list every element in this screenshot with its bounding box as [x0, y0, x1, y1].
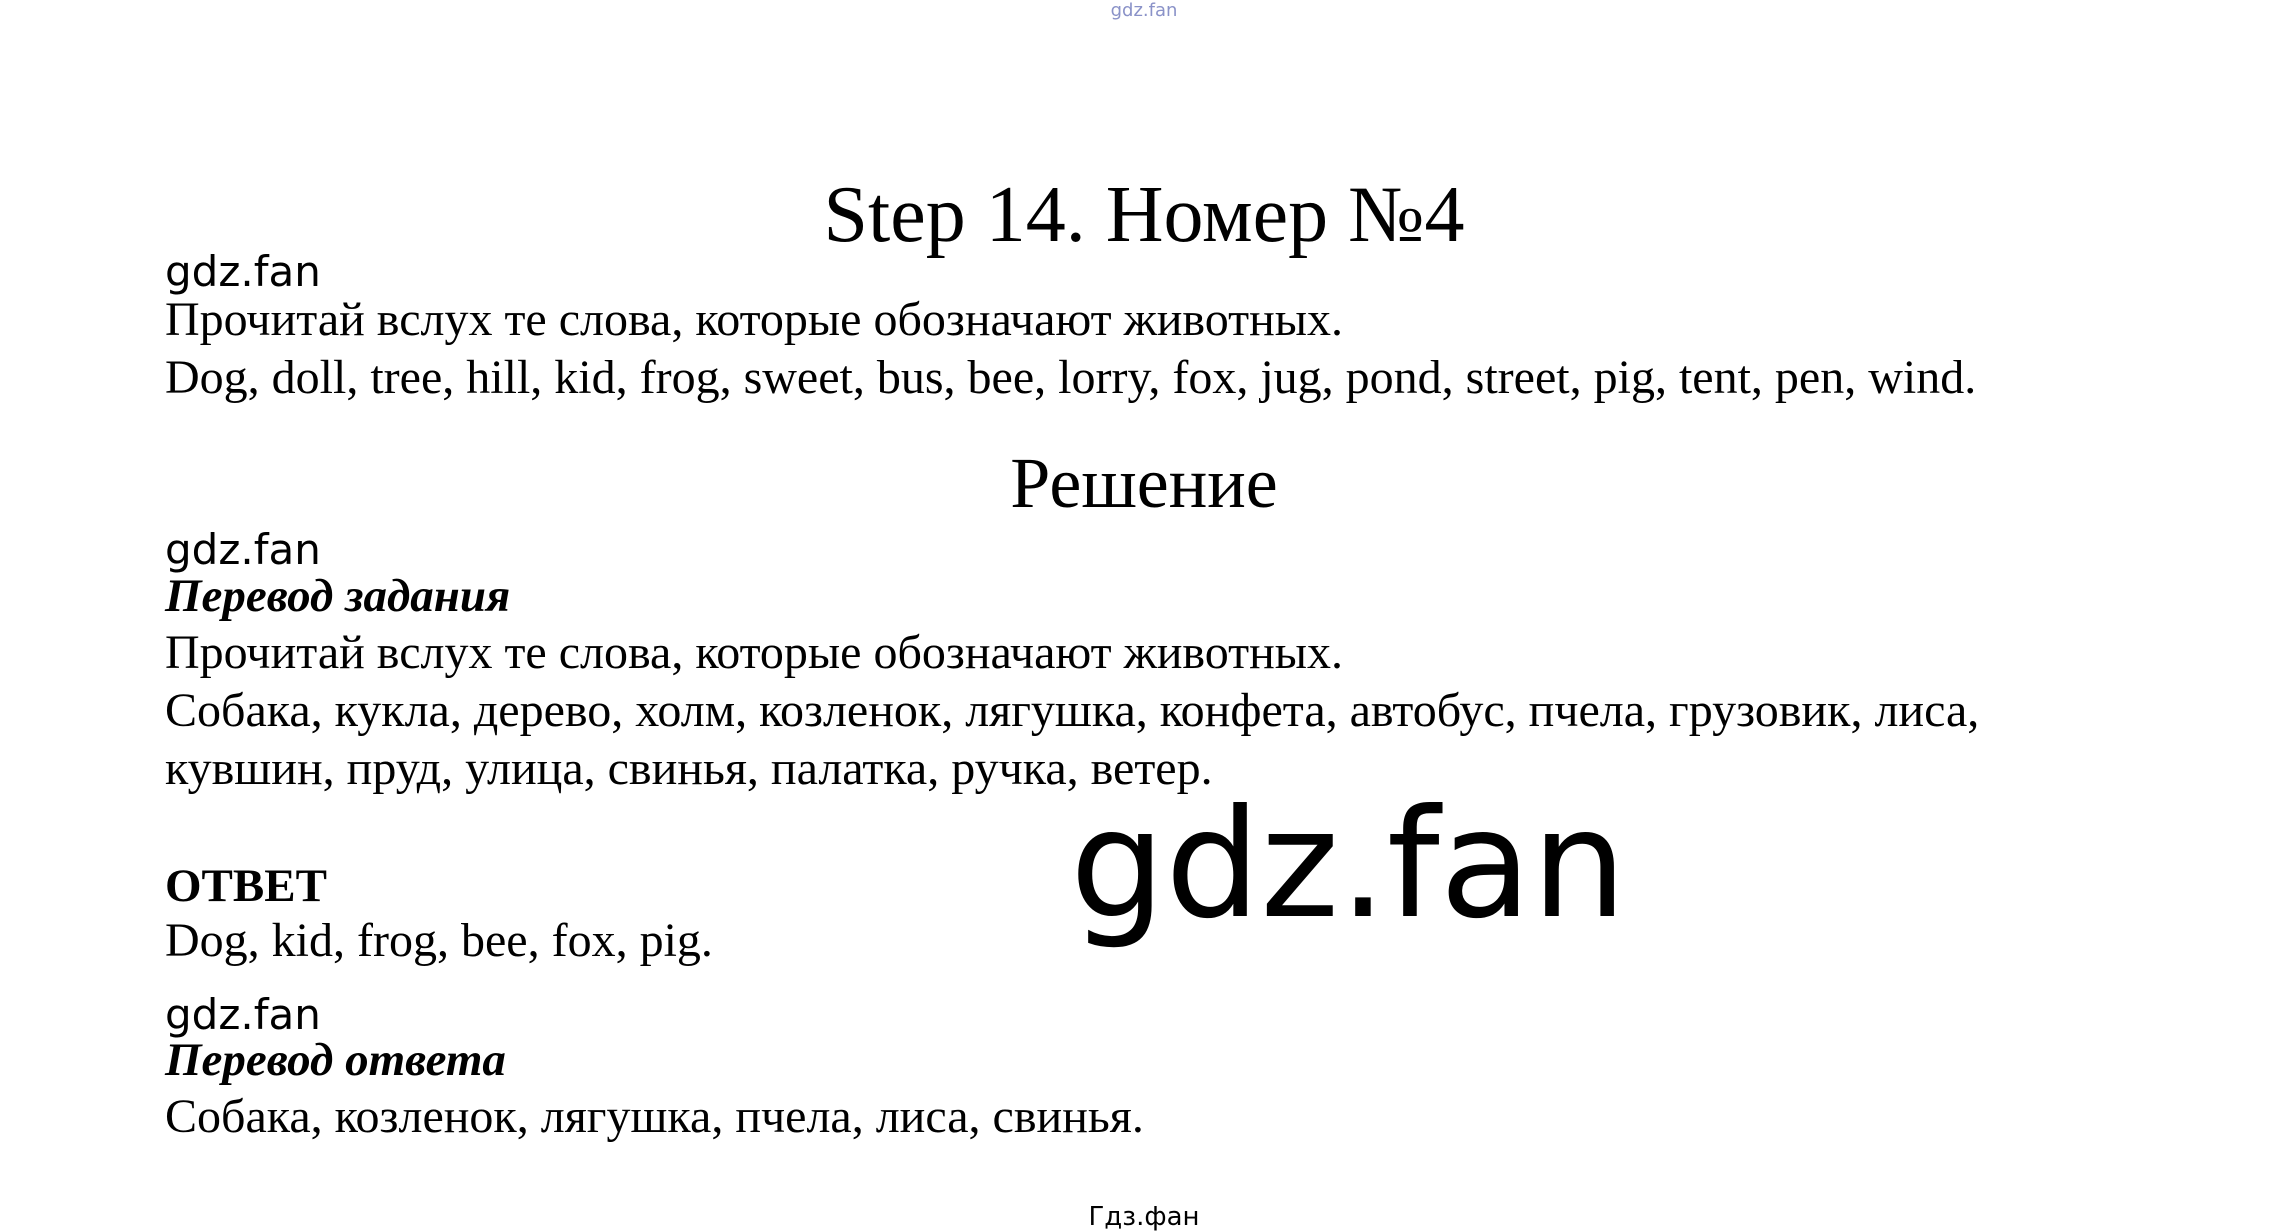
- answer-translation-text: Собака, козленок, лягушка, пчела, лиса, свинья.: [165, 1090, 1144, 1143]
- site-mark: gdz.fan: [165, 247, 321, 296]
- site-mark: gdz.fan: [165, 525, 321, 574]
- big-watermark: gdz.fan: [1070, 778, 1627, 952]
- answer-translation-heading: Перевод ответа: [165, 1034, 506, 1086]
- task-translation-words-line-2: кувшин, пруд, улица, свинья, палатка, ручка, ветер.: [165, 742, 1213, 795]
- page-title: Step 14. Номер №4: [823, 171, 1465, 259]
- task-translation-instruction: Прочитай вслух те слова, которые обозначают животных.: [165, 626, 1344, 679]
- solution-title: Решение: [1010, 443, 1278, 523]
- answer-heading: ОТВЕТ: [165, 860, 327, 912]
- task-translation-words-line-1: Собака, кукла, дерево, холм, козленок, лягушка, конфета, автобус, пчела, грузовик, лиса,: [165, 684, 1980, 737]
- answer-text: Dog, kid, frog, bee, fox, pig.: [165, 914, 713, 967]
- site-mark: gdz.fan: [165, 990, 321, 1039]
- top-watermark: gdz.fan: [1110, 0, 1178, 21]
- task-words: Dog, doll, tree, hill, kid, frog, sweet, bus, bee, lorry, fox, jug, pond, street, pig, tent, pen, wind.: [165, 351, 1977, 404]
- task-translation-heading: Перевод задания: [165, 570, 511, 622]
- footer-mark: Гдз.фан: [1088, 1202, 1200, 1232]
- task-instruction: Прочитай вслух те слова, которые обозначают животных.: [165, 293, 1344, 346]
